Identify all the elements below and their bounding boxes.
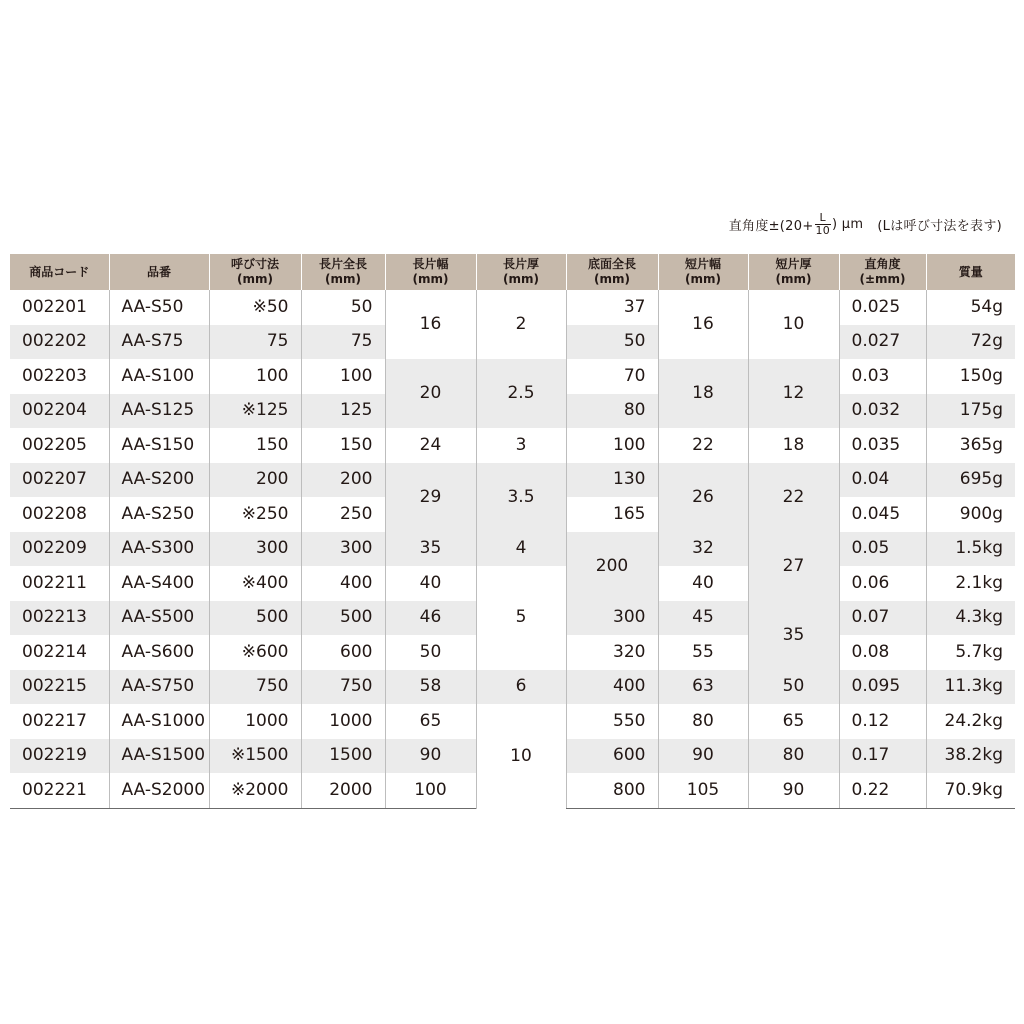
cell-long-length: 200 <box>301 463 385 498</box>
cell-squareness: 0.045 <box>839 497 926 532</box>
cell-short-thick: 10 <box>748 290 839 359</box>
cell-nominal: ※50 <box>209 290 301 325</box>
cell-nominal: 1000 <box>209 704 301 739</box>
note-suffix: ) μm <box>831 217 864 232</box>
cell-squareness: 0.035 <box>839 428 926 463</box>
cell-long-length: 1500 <box>301 739 385 774</box>
cell-short-width: 55 <box>658 635 748 670</box>
cell-model: AA-S2000 <box>109 773 209 808</box>
cell-nominal: 750 <box>209 670 301 705</box>
cell-short-width: 105 <box>658 773 748 808</box>
cell-long-thick: 3.5 <box>476 463 566 532</box>
cell-long-length: 300 <box>301 532 385 567</box>
cell-short-thick: 80 <box>748 739 839 774</box>
note-prefix: 直角度±(20+ <box>728 219 814 234</box>
note-remark: (Lは呼び寸法を表す) <box>877 219 1002 234</box>
cell-short-width: 90 <box>658 739 748 774</box>
cell-squareness: 0.05 <box>839 532 926 567</box>
cell-nominal: ※1500 <box>209 739 301 774</box>
cell-long-width: 58 <box>385 670 476 705</box>
cell-short-width: 32 <box>658 532 748 567</box>
cell-model: AA-S75 <box>109 325 209 360</box>
cell-long-thick: 2.5 <box>476 359 566 428</box>
cell-squareness: 0.032 <box>839 394 926 429</box>
header-code: 商品コード <box>10 254 109 290</box>
note-numerator: L <box>815 212 831 225</box>
cell-nominal: 75 <box>209 325 301 360</box>
cell-long-width: 35 <box>385 532 476 567</box>
cell-short-width: 26 <box>658 463 748 532</box>
cell-model: AA-S1500 <box>109 739 209 774</box>
table-row <box>10 532 1015 567</box>
cell-short-thick: 18 <box>748 428 839 463</box>
cell-model: AA-S400 <box>109 566 209 601</box>
cell-base-length: 165 <box>566 497 658 532</box>
cell-squareness: 0.095 <box>839 670 926 705</box>
cell-mass: 70.9kg <box>926 773 1015 808</box>
cell-squareness: 0.08 <box>839 635 926 670</box>
cell-nominal: ※125 <box>209 394 301 429</box>
cell-long-thick: 3 <box>476 428 566 463</box>
table-row <box>10 704 1015 739</box>
cell-short-thick: 12 <box>748 359 839 428</box>
cell-nominal: 200 <box>209 463 301 498</box>
cell-squareness: 0.06 <box>839 566 926 601</box>
cell-model: AA-S50 <box>109 290 209 325</box>
cell-mass: 900g <box>926 497 1015 532</box>
cell-nominal: ※400 <box>209 566 301 601</box>
cell-mass: 4.3kg <box>926 601 1015 636</box>
cell-short-thick: 65 <box>748 704 839 739</box>
cell-base-length: 320 <box>566 635 658 670</box>
cell-mass: 5.7kg <box>926 635 1015 670</box>
cell-long-length: 400 <box>301 566 385 601</box>
cell-long-width: 40 <box>385 566 476 601</box>
cell-long-length: 1000 <box>301 704 385 739</box>
cell-long-length: 500 <box>301 601 385 636</box>
header-long-width: 長片幅 (mm) <box>385 254 476 290</box>
cell-long-thick: 6 <box>476 670 566 705</box>
header-mass: 質量 <box>926 254 1015 290</box>
table-row <box>10 428 1015 463</box>
cell-base-length: 70 <box>566 359 658 394</box>
cell-short-width: 16 <box>658 290 748 359</box>
cell-long-thick: 4 <box>476 532 566 567</box>
cell-long-thick: 5 <box>476 566 566 670</box>
header-nominal: 呼び寸法 (mm) <box>209 254 301 290</box>
cell-nominal: 300 <box>209 532 301 567</box>
header-base-length: 底面全長 (mm) <box>566 254 658 290</box>
cell-base-length: 100 <box>566 428 658 463</box>
cell-short-width: 45 <box>658 601 748 636</box>
cell-nominal: ※250 <box>209 497 301 532</box>
cell-base-length: 800 <box>566 773 658 808</box>
cell-code: 002221 <box>10 773 109 808</box>
cell-code: 002213 <box>10 601 109 636</box>
cell-mass: 72g <box>926 325 1015 360</box>
cell-short-thick: 22 <box>748 463 839 532</box>
spec-table <box>10 254 1015 809</box>
cell-mass: 38.2kg <box>926 739 1015 774</box>
cell-model: AA-S500 <box>109 601 209 636</box>
cell-short-thick: 27 <box>748 532 839 601</box>
cell-short-thick: 50 <box>748 670 839 705</box>
cell-nominal: 100 <box>209 359 301 394</box>
cell-long-length: 150 <box>301 428 385 463</box>
cell-squareness: 0.07 <box>839 601 926 636</box>
cell-squareness: 0.03 <box>839 359 926 394</box>
cell-base-length: 300 <box>566 601 658 636</box>
cell-base-length: 50 <box>566 325 658 360</box>
cell-long-length: 2000 <box>301 773 385 808</box>
cell-nominal: 150 <box>209 428 301 463</box>
cell-base-length: 130 <box>566 463 658 498</box>
cell-model: AA-S750 <box>109 670 209 705</box>
cell-long-width: 29 <box>385 463 476 532</box>
cell-long-width: 100 <box>385 773 476 808</box>
cell-code: 002219 <box>10 739 109 774</box>
cell-model: AA-S600 <box>109 635 209 670</box>
cell-model: AA-S1000 <box>109 704 209 739</box>
note-denominator: 10 <box>815 224 831 237</box>
cell-long-width: 16 <box>385 290 476 359</box>
cell-code: 002211 <box>10 566 109 601</box>
cell-code: 002203 <box>10 359 109 394</box>
cell-squareness: 0.22 <box>839 773 926 808</box>
cell-model: AA-S100 <box>109 359 209 394</box>
cell-long-length: 50 <box>301 290 385 325</box>
cell-code: 002214 <box>10 635 109 670</box>
cell-short-width: 18 <box>658 359 748 428</box>
cell-code: 002205 <box>10 428 109 463</box>
cell-model: AA-S300 <box>109 532 209 567</box>
cell-long-length: 250 <box>301 497 385 532</box>
cell-long-length: 750 <box>301 670 385 705</box>
cell-code: 002217 <box>10 704 109 739</box>
cell-long-width: 24 <box>385 428 476 463</box>
cell-long-width: 90 <box>385 739 476 774</box>
cell-base-length: 550 <box>566 704 658 739</box>
cell-mass: 365g <box>926 428 1015 463</box>
cell-nominal: ※2000 <box>209 773 301 808</box>
header-squareness: 直角度 (±mm) <box>839 254 926 290</box>
cell-long-length: 125 <box>301 394 385 429</box>
cell-mass: 1.5kg <box>926 532 1015 567</box>
cell-code: 002202 <box>10 325 109 360</box>
cell-mass: 695g <box>926 463 1015 498</box>
table-row <box>10 290 1015 325</box>
cell-long-width: 50 <box>385 635 476 670</box>
cell-model: AA-S150 <box>109 428 209 463</box>
cell-model: AA-S125 <box>109 394 209 429</box>
table-row <box>10 670 1015 705</box>
cell-long-thick: 2 <box>476 290 566 359</box>
cell-mass: 150g <box>926 359 1015 394</box>
squareness-note <box>729 212 1002 237</box>
header-model: 品番 <box>109 254 209 290</box>
header-short-width: 短片幅 (mm) <box>658 254 748 290</box>
header-long-length: 長片全長 (mm) <box>301 254 385 290</box>
header-row <box>10 254 1015 290</box>
cell-squareness: 0.04 <box>839 463 926 498</box>
cell-nominal: ※600 <box>209 635 301 670</box>
cell-long-width: 46 <box>385 601 476 636</box>
cell-short-width: 40 <box>658 566 748 601</box>
cell-code: 002208 <box>10 497 109 532</box>
cell-base-length: 80 <box>566 394 658 429</box>
cell-long-width: 20 <box>385 359 476 428</box>
cell-long-length: 100 <box>301 359 385 394</box>
cell-squareness: 0.027 <box>839 325 926 360</box>
cell-short-width: 63 <box>658 670 748 705</box>
table-row <box>10 463 1015 498</box>
note-fraction <box>815 212 831 237</box>
cell-long-length: 600 <box>301 635 385 670</box>
cell-code: 002204 <box>10 394 109 429</box>
cell-mass: 54g <box>926 290 1015 325</box>
cell-mass: 2.1kg <box>926 566 1015 601</box>
cell-short-thick: 35 <box>748 601 839 670</box>
cell-short-width: 80 <box>658 704 748 739</box>
cell-base-length: 600 <box>566 739 658 774</box>
cell-base-length: 37 <box>566 290 658 325</box>
cell-long-thick: 10 <box>476 704 566 808</box>
header-long-thick: 長片厚 (mm) <box>476 254 566 290</box>
cell-short-thick: 90 <box>748 773 839 808</box>
table-row <box>10 359 1015 394</box>
cell-model: AA-S200 <box>109 463 209 498</box>
cell-code: 002215 <box>10 670 109 705</box>
table-row <box>10 566 1015 601</box>
cell-squareness: 0.17 <box>839 739 926 774</box>
cell-squareness: 0.025 <box>839 290 926 325</box>
cell-long-length: 75 <box>301 325 385 360</box>
cell-long-width: 65 <box>385 704 476 739</box>
cell-squareness: 0.12 <box>839 704 926 739</box>
cell-code: 002201 <box>10 290 109 325</box>
header-short-thick: 短片厚 (mm) <box>748 254 839 290</box>
cell-base-length: 200 <box>566 532 658 601</box>
cell-mass: 11.3kg <box>926 670 1015 705</box>
cell-base-length: 400 <box>566 670 658 705</box>
cell-short-width: 22 <box>658 428 748 463</box>
cell-mass: 24.2kg <box>926 704 1015 739</box>
cell-code: 002207 <box>10 463 109 498</box>
cell-code: 002209 <box>10 532 109 567</box>
cell-nominal: 500 <box>209 601 301 636</box>
cell-model: AA-S250 <box>109 497 209 532</box>
cell-mass: 175g <box>926 394 1015 429</box>
